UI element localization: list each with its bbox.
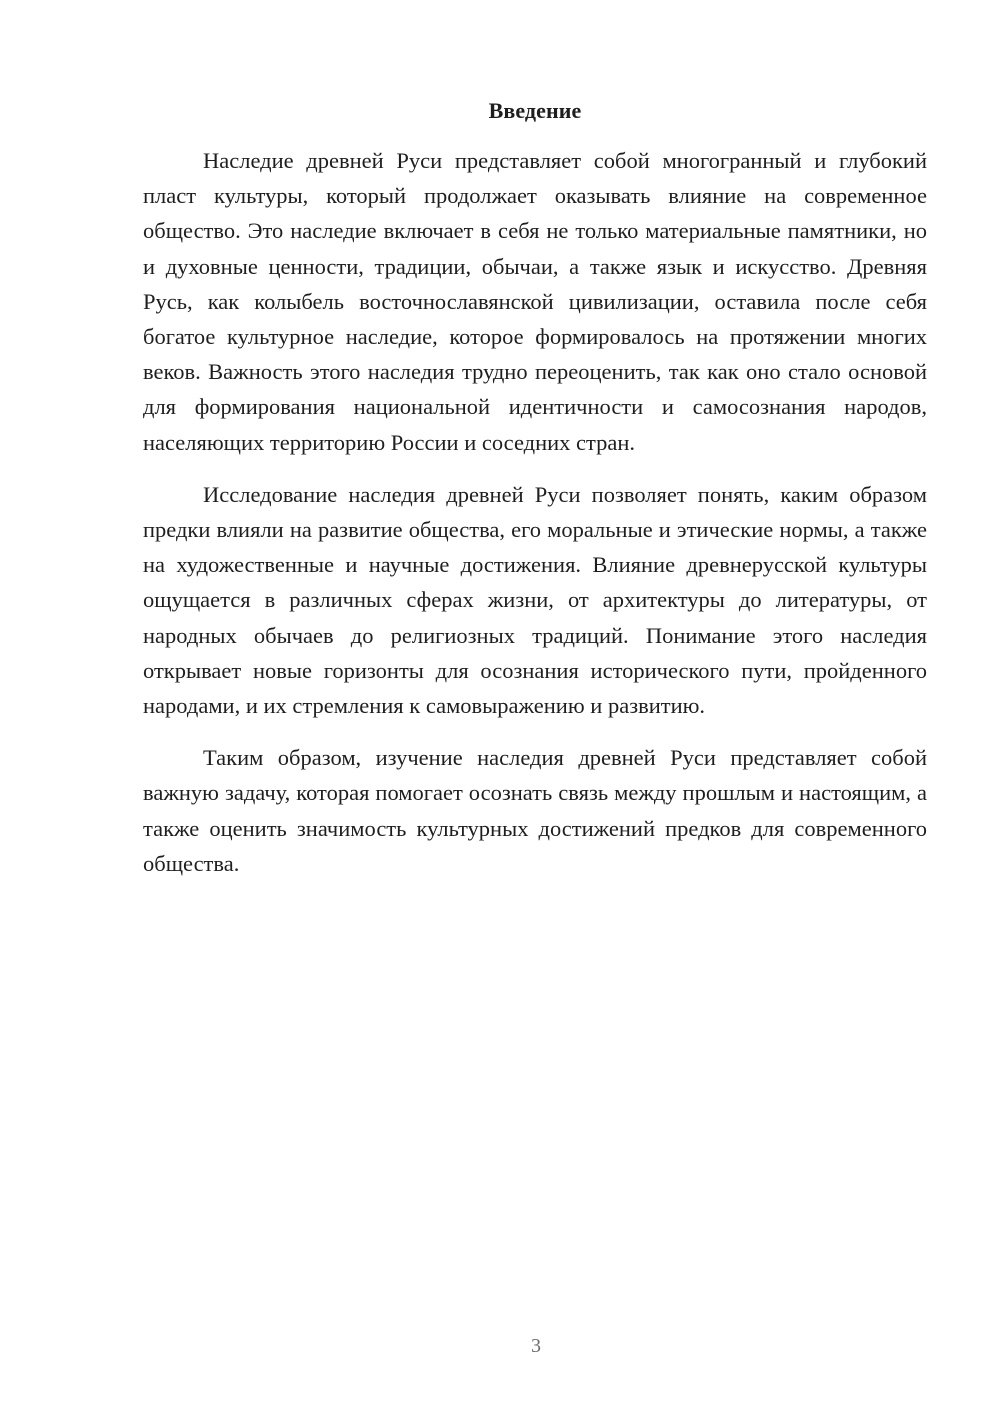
paragraph-conclusion: Таким образом, изучение наследия древней Руси представляет собой важную задачу, которая помогает осознать связь между прошлым и настоящим, а также оценить значимость культурных достижений предков для современного общества. [143, 745, 927, 876]
page-number: 3 [531, 1335, 541, 1357]
page-content [143, 96, 927, 881]
section-heading: Введение [488, 98, 582, 123]
paragraph-research: Исследование наследия древней Руси позволяет понять, каким образом предки влияли на развитие общества, его моральные и этические нормы, а также на художественные и научные достижения. Влияние древнерусской культуры ощущается в различных сферах жизни, от архитектуры до литературы, от народных обычаев до религиозных традиций. Понимание этого наследия открывает новые горизонты для осознания исторического пути, пройденного народами, и их стремления к самовыражению и развитию. [143, 481, 927, 719]
paragraph-intro: Наследие древней Руси представляет собой многогранный и глубокий пласт культуры, который продолжает оказывать влияние на современное общество. Это наследие включает в себя не только материальные памятники, но и духовные ценности, традиции, обычаи, а также язык и искусство. Древняя Русь, как колыбель восточнославянской цивилизации, оставила после себя богатое культурное наследие, которое формировалось на протяжении многих веков. Важность этого наследия трудно переоценить, так как оно стало основой для формирования национальной идентичности и самосознания народов, населяющих территорию России и соседних стран. [143, 148, 927, 455]
